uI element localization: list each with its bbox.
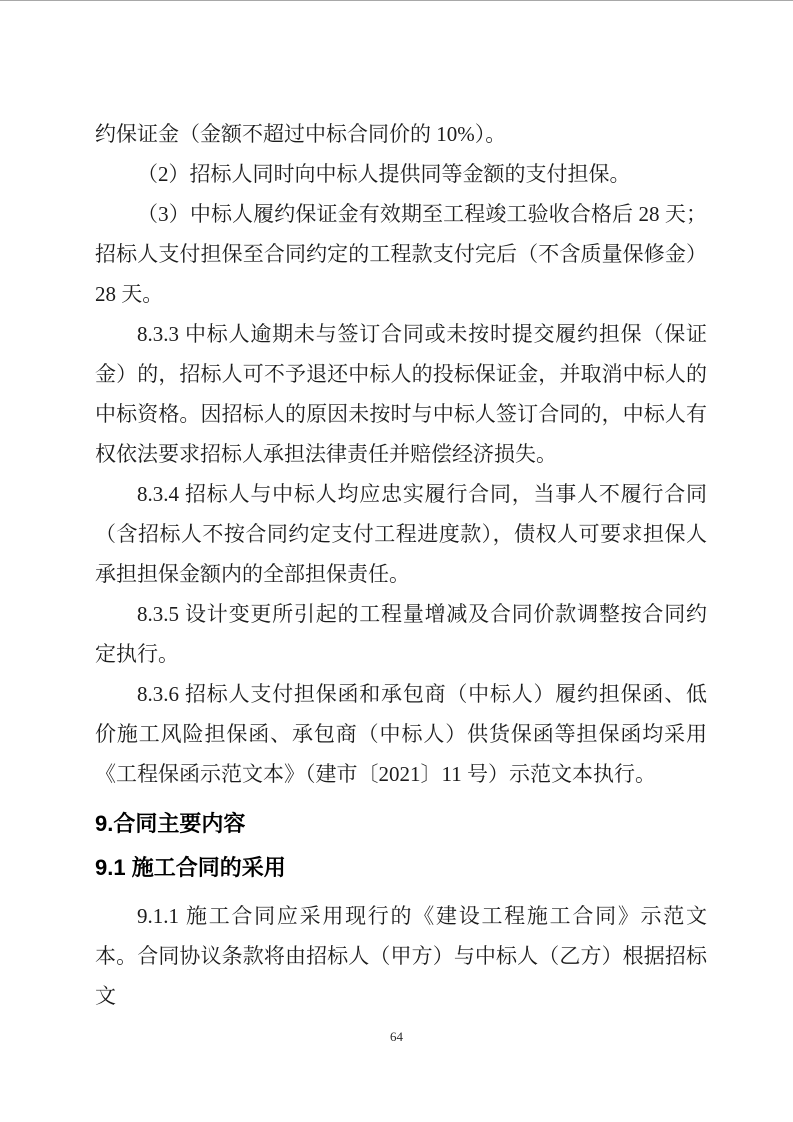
body-paragraph-8-3-5: 8.3.5 设计变更所引起的工程量增减及合同价款调整按合同约定执行。 [95,602,707,666]
body-paragraph-9-1-1: 9.1.1 施工合同应采用现行的《建设工程施工合同》示范文本。合同协议条款将由招标人（甲方）与中标人（乙方）根据招标文 [95,904,707,1008]
body-paragraph-8-3-4: 8.3.4 招标人与中标人均应忠实履行合同，当事人不履行合同（含招标人不按合同约定支付工程进度款），债权人可要求担保人承担担保金额内的全部担保责任。 [95,482,707,586]
body-paragraph-8-3-3: 8.3.3 中标人逾期未与签订合同或未按时提交履约担保（保证金）的，招标人可不予退还中标人的投标保证金，并取消中标人的中标资格。因招标人的原因未按时与中标人签订合同的，中标人有权依法要求招标人承担法律责任并赔偿经济损失。 [95,322,707,466]
body-paragraph-item-2: （2）招标人同时向中标人提供同等金额的支付担保。 [137,162,631,186]
body-paragraph-8-3-6: 8.3.6 招标人支付担保函和承包商（中标人）履约担保函、低价施工风险担保函、承包商（中标人）供货保函等担保函均采用《工程保函示范文本》（建市〔2021〕11 号）示范文本执行。 [95,682,707,786]
document-content [95,114,707,1016]
body-paragraph-carryover: 约保证金（金额不超过中标合同价的 10%）。 [95,122,507,146]
page-top-edge-line [0,0,793,1]
subsection-heading-9-1: 9.1 施工合同的采用 [95,855,286,880]
body-paragraph-item-3: （3）中标人履约保证金有效期至工程竣工验收合格后 28 天；招标人支付担保至合同约定的工程款支付完后（不含质量保修金）28 天。 [95,202,707,306]
page-number: 64 [390,1029,403,1044]
section-heading-9: 9.合同主要内容 [95,811,246,836]
